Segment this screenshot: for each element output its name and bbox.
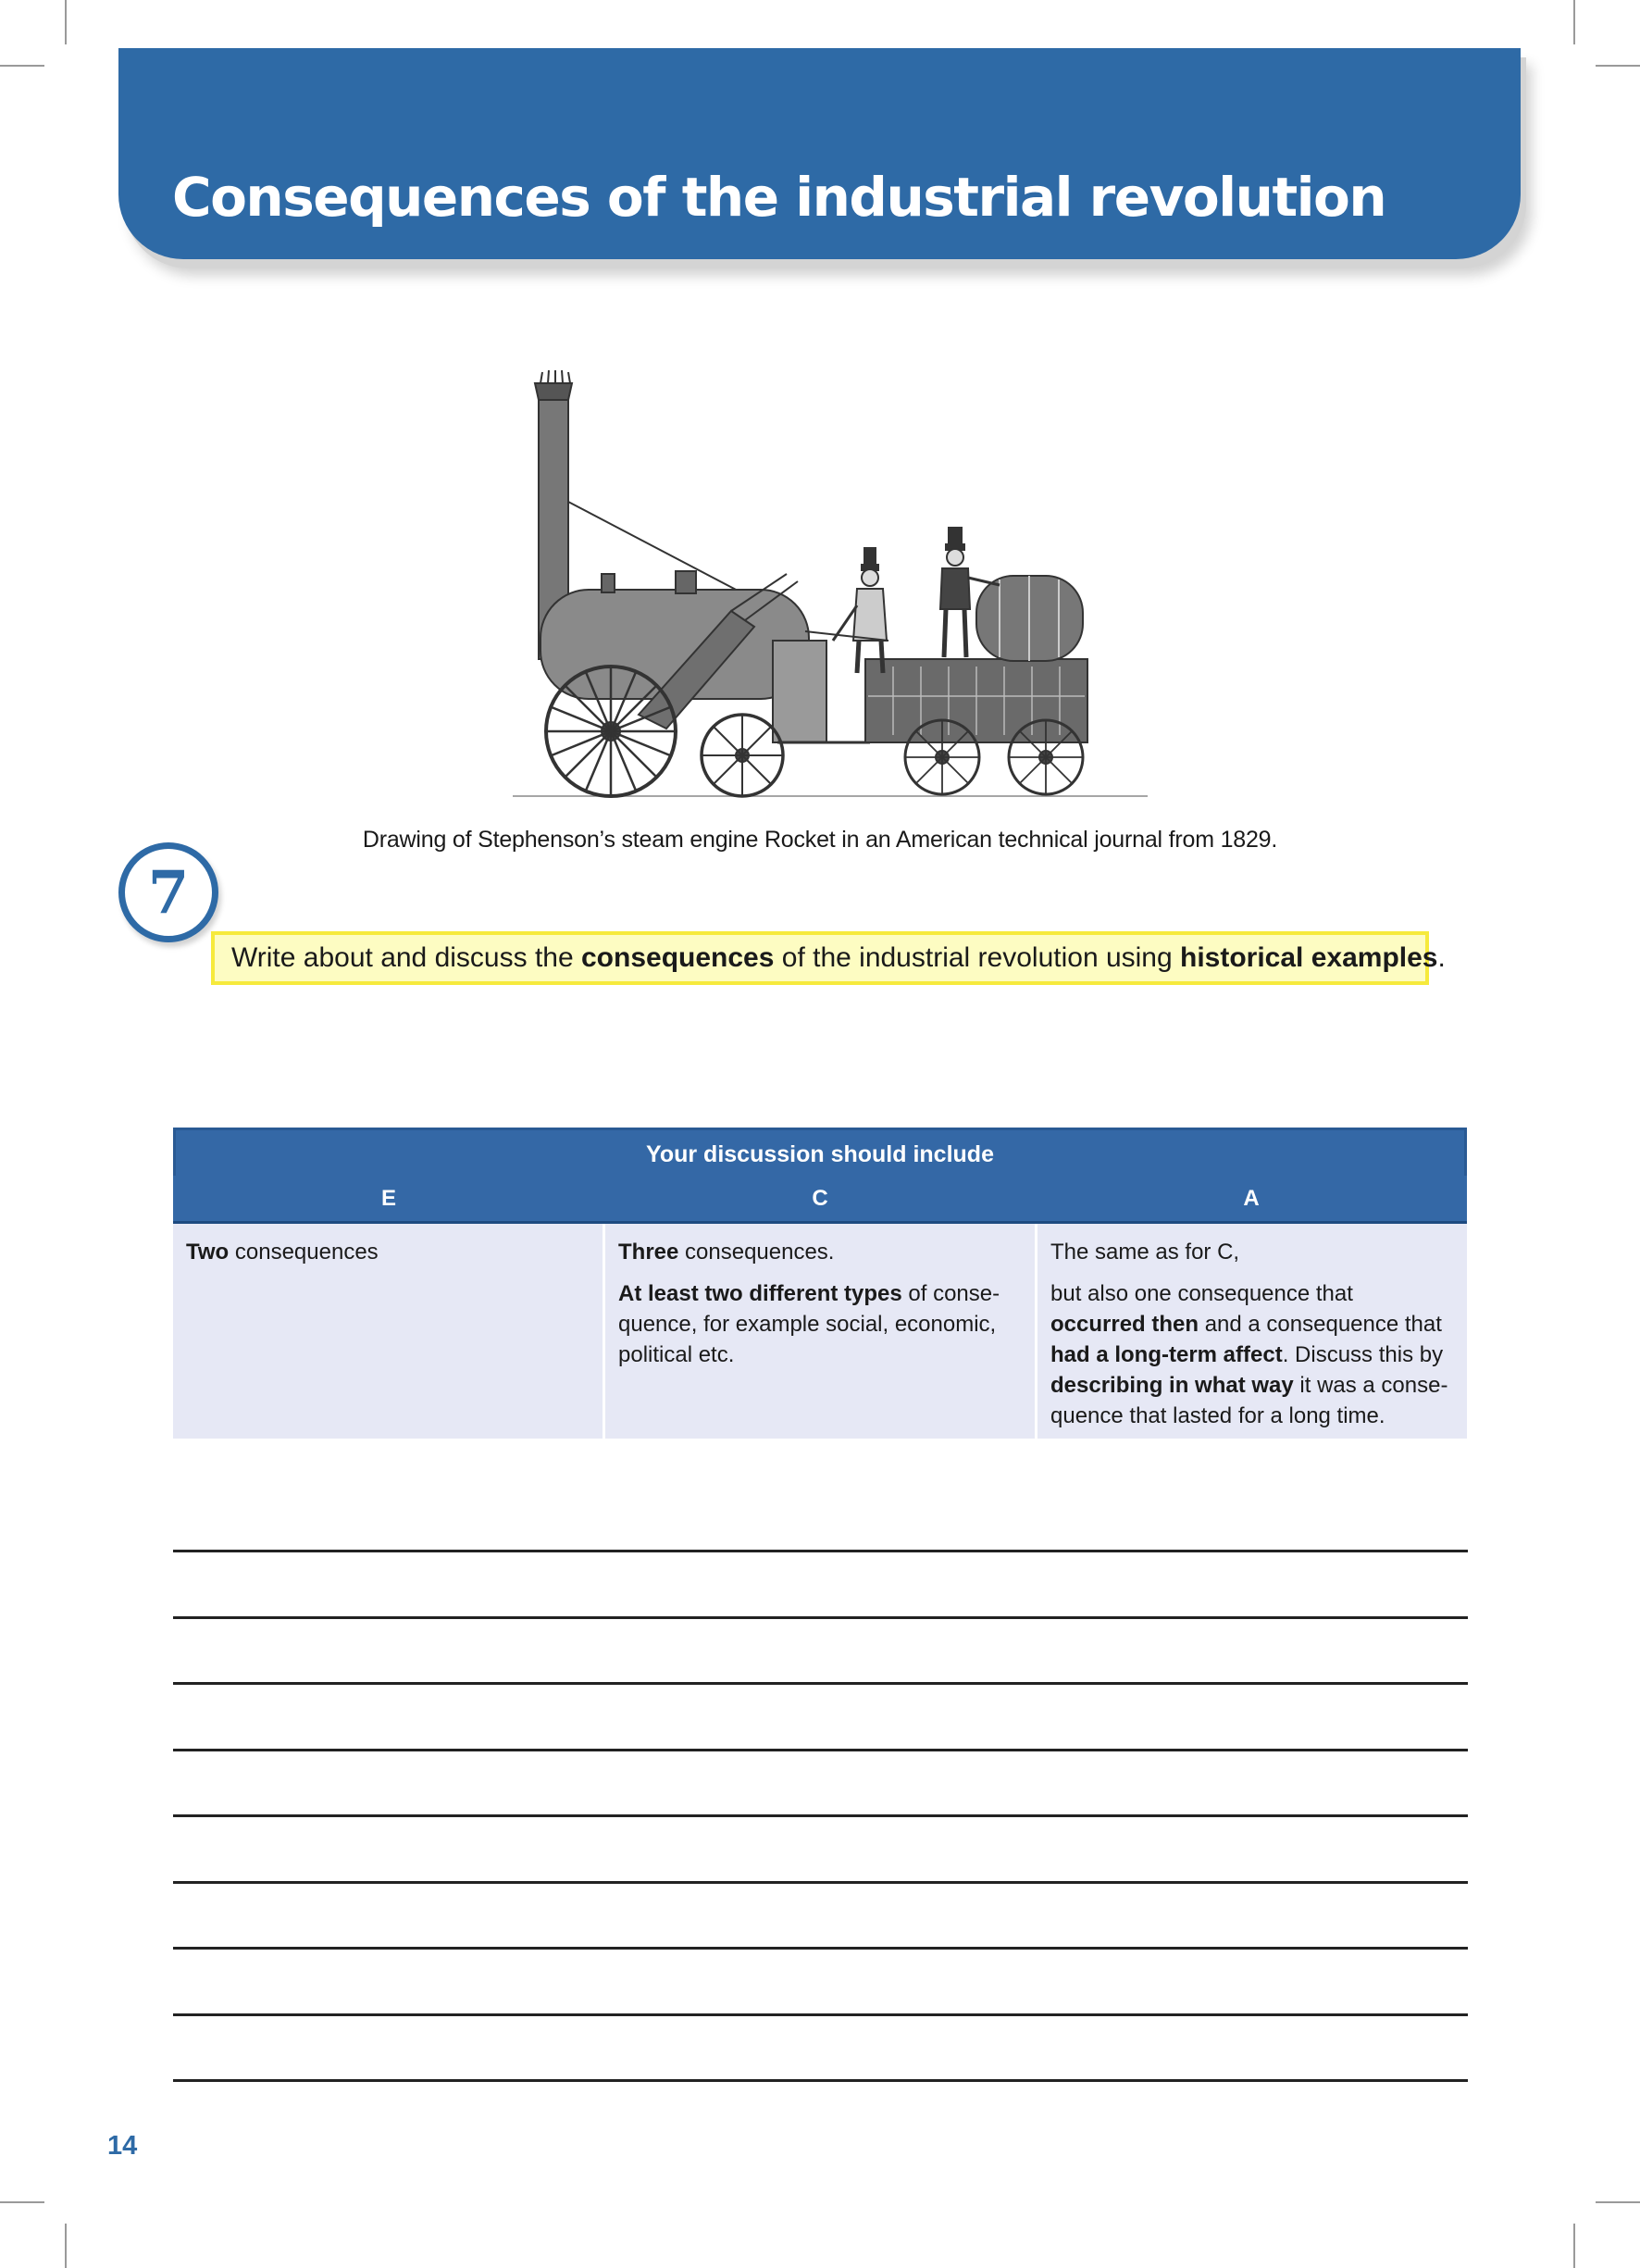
crop-mark (1573, 0, 1575, 44)
figure-caption: Drawing of Stephenson’s steam engine Rocket in an American technical journal from 1829. (362, 827, 1278, 853)
rubric-cell-e: Two consequences (173, 1224, 603, 1439)
grading-rubric-table (173, 1128, 1467, 1439)
answer-line[interactable] (173, 2013, 1468, 2016)
instruction-text: Write about and discuss the consequences of the industrial revolution using historical examples. (231, 942, 1446, 973)
rubric-level-c: C (812, 1186, 828, 1211)
task-number-badge: 7 (118, 842, 218, 942)
answer-line[interactable] (173, 2079, 1468, 2082)
crop-mark (65, 2224, 67, 2268)
crop-mark (1596, 2201, 1640, 2203)
answer-line[interactable] (173, 1947, 1468, 1950)
instruction-emphasis: historical examples (1180, 942, 1438, 973)
title-banner (118, 48, 1521, 259)
crop-mark (0, 2201, 44, 2203)
rubric-level-a: A (1243, 1186, 1260, 1211)
rocket-locomotive-illustration (500, 363, 1148, 807)
answer-line[interactable] (173, 1616, 1468, 1619)
rubric-cell-c: Three consequences. At least two different types of conse-quence, for example social, economic, political etc. (603, 1224, 1035, 1439)
crop-mark (1573, 2224, 1575, 2268)
answer-line[interactable] (173, 1881, 1468, 1884)
answer-line[interactable] (173, 1749, 1468, 1751)
crop-mark (65, 0, 67, 44)
crop-mark (0, 65, 44, 67)
rubric-level-row (173, 1176, 1467, 1224)
answer-line[interactable] (173, 1682, 1468, 1685)
rubric-title: Your discussion should include (173, 1128, 1467, 1176)
answer-lines (173, 1550, 1468, 2146)
page-title: Consequences of the industrial revolution (172, 166, 1386, 229)
answer-line[interactable] (173, 1814, 1468, 1817)
rubric-level-e: E (380, 1186, 396, 1211)
instruction-emphasis: consequences (581, 942, 775, 973)
rubric-criteria-row (173, 1224, 1467, 1439)
crop-mark (1596, 65, 1640, 67)
page-number: 14 (107, 2131, 138, 2161)
task-instruction (211, 931, 1446, 985)
answer-line[interactable] (173, 1550, 1468, 1552)
rubric-cell-a: The same as for C, but also one consequence that occurred then and a consequence that had a long-term affect. Discuss this by describing in what way it was a conse-quence that lasted for a long time. (1035, 1224, 1467, 1439)
